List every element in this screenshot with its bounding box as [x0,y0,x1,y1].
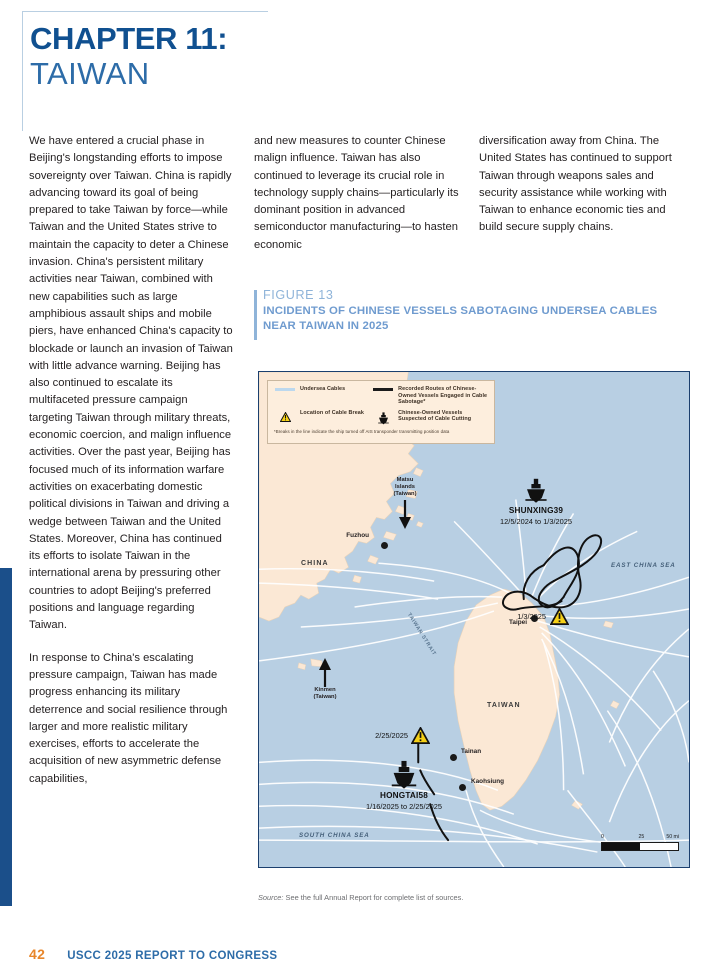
figure-header [254,288,690,333]
map-label-taiwan: TAIWAN [487,702,521,709]
legend-label: Chinese-Owned Vessels Suspected of Cable Cutting [398,409,472,423]
figure-number: FIGURE 13 [263,288,334,302]
city-dot-tainan [450,754,457,761]
legend-label: Location of Cable Break [300,409,365,416]
scale-tick-max: 50 mi [666,834,679,840]
legend-footnote: *Breaks in the line indicate the ship turned off AIS transponder transmitting position data [274,428,450,434]
warning-triangle-icon [274,410,296,422]
figure-source-note [258,893,688,903]
source-text: See the full Annual Report for complete list of sources. [283,893,464,902]
legend-item-undersea-cables [274,386,372,406]
city-dot-kaohsiung [459,784,466,791]
legend-item-suspected-vessels [372,410,488,425]
page-title [30,22,330,92]
page-top-rule [22,11,268,12]
matsu-line-1: Matsu [396,477,414,483]
paragraph: and new measures to counter Chinese malign influence. Taiwan has also continued to leverage its crucial role in technology supply chains—particularly its dominant position in advanced semiconductor manufacturing—to hasten economic [254,135,459,251]
figure-title: INCIDENTS OF CHINESE VESSELS SABOTAGING UNDERSEA CABLES NEAR TAIWAN IN 2025 [263,305,658,332]
matsu-arrow-icon [397,500,413,530]
break-date-hongtai58: 2/25/2025 [375,731,408,740]
legend-item-cable-break [274,410,372,425]
cable-line-icon [274,386,296,391]
map-label-tainan: Tainan [461,748,482,755]
map-label-kinmen [313,687,336,701]
kinmen-arrow-icon [317,657,333,687]
warning-triangle-icon-break-1 [550,608,569,625]
map-label-matsu [393,477,416,498]
figure-map [258,371,690,868]
ship-icon-shunxing39 [523,478,549,504]
page-number: 42 [29,946,46,962]
break-date-shunxing39: 1/3/2025 [517,612,546,621]
map-label-china: CHINA [301,560,329,567]
map-label-east-china-sea: EAST CHINA SEA [611,562,676,569]
city-dot-fuzhou [381,542,388,549]
scale-tick-0: 0 [601,834,604,840]
map-label-fuzhou: Fuzhou [346,532,369,539]
route-line-icon [372,386,394,391]
matsu-line-3: (Taiwan) [393,491,417,497]
source-prefix: Source: [258,893,284,902]
chapter-name: TAIWAN [30,56,150,91]
map-label-taipei: Taipei [509,619,527,626]
warning-triangle-icon-break-2 [411,727,430,744]
body-column-2 [254,133,459,269]
map-legend [267,380,495,444]
ship-icon-hongtai58 [389,760,419,790]
map-scale-bar [601,834,679,851]
page-left-rule [22,11,23,131]
vessel-dates-shunxing39: 12/5/2024 to 1/3/2025 [500,517,572,526]
map-label-taiwan-strait: TAIWAN STRAIT [405,612,438,658]
chapter-number: CHAPTER 11: [30,21,228,56]
kinmen-line-1: Kinmen [314,687,336,693]
legend-item-recorded-routes [372,386,488,406]
ship-icon [372,410,394,425]
paragraph: diversification away from China. The United States has continued to support Taiwan through weapons sales and security assistance while working with Taiwan to enhance economic ties and build secure supply chains. [479,135,672,234]
kinmen-line-2: (Taiwan) [313,694,337,700]
vessel-name-shunxing39: SHUNXING39 [508,506,564,515]
map-graphic [259,372,689,867]
paragraph: We have entered a crucial phase in Beijing's longstanding efforts to impose sovereignty over Taiwan. China is rapidly advancing toward its goal of being prepared to take Taiwan by force—while Taiwan and the United States strive to maintain the capacity to deter a Chinese invasion. China's persistent military activities near Taiwan, combined with new capabilities such as large amphibious assault ships and mobile piers, have enhanced China's capacity to blockade or launch an invasion of Taiwan with little advance warning. Beijing has also continued to escalate its multifaceted pressure campaign targeting Taiwan through military threats, economic coercion, and malign influence activities. Over the past year, Beijing has focused much of its information warfare activities on exacerbating domestic political divisions in Taiwan and driving a wedge between Taiwan and the United States. Moreover, China has continued its efforts to isolate Taiwan in the international arena by pressuring other countries to adopt Beijing's preferred positions and language regarding Taiwan. [29,135,233,632]
page-footer [29,946,429,962]
page-left-accent-bar [0,568,12,906]
vessel-name-hongtai58: HONGTAI58 [379,791,429,800]
footer-report-title: USCC 2025 REPORT TO CONGRESS [67,950,278,962]
vessel-dates-hongtai58: 1/16/2025 to 2/25/2025 [365,802,443,811]
map-label-south-china-sea: SOUTH CHINA SEA [299,832,370,839]
body-column-1 [29,133,234,803]
matsu-line-2: Islands [395,484,415,490]
scale-tick-mid: 25 [638,834,645,840]
map-label-kaohsiung: Kaohsiung [471,778,505,785]
paragraph: In response to China's escalating pressure campaign, Taiwan has made progress enhancing its military deterrence and social resilience through larger and more realistic military exercises, efforts to accelerate the acquisition of new asymmetric defense capabilities, [29,651,228,785]
legend-label: Recorded Routes of Chinese-Owned Vessels Engaged in Cable Sabotage* [398,386,488,406]
body-column-3 [479,133,684,252]
legend-label: Undersea Cables [300,386,346,392]
